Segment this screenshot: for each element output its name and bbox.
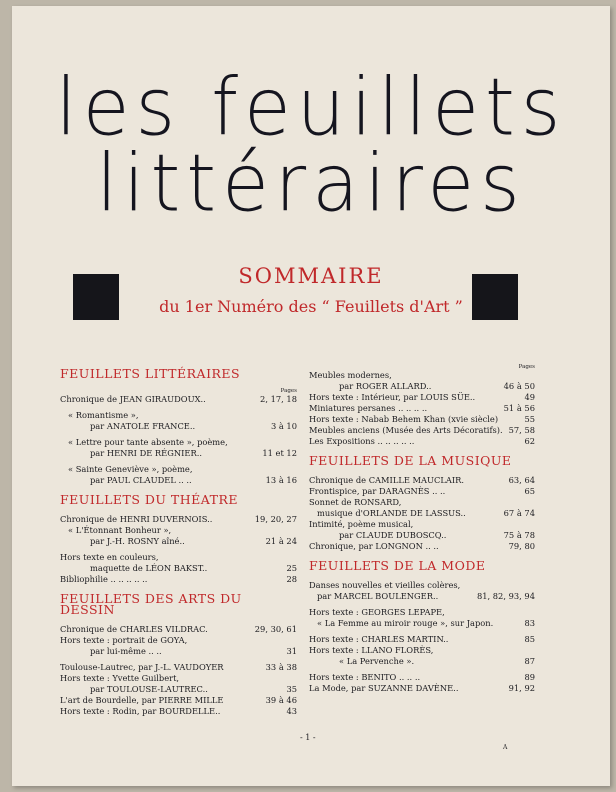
toc-entry: musique d'ORLANDE DE LASSUS.. 67 à 74 [317, 508, 535, 518]
section-heading: FEUILLETS DU THÉATRE [60, 492, 238, 507]
toc-entry: par ANATOLE FRANCE.. 3 à 10 [90, 421, 297, 431]
pages-header: Pages [280, 388, 297, 394]
toc-entry: par HENRI DE RÉGNIER.. 11 et 12 [90, 448, 297, 458]
toc-entry: par MARCEL BOULENGER.. 81, 82, 93, 94 [317, 591, 535, 601]
sommaire-subtitle: du 1er Numéro des “ Feuillets d'Art ” [159, 297, 463, 316]
toc-entry-title: « Lettre pour tante absente », poème, [68, 437, 228, 447]
toc-entry: Hors texte : Nabab Behem Khan (xvie siècle) 55 [309, 414, 535, 424]
toc-entry: La Mode, par SUZANNE DAVÈNE.. 91, 92 [309, 683, 535, 693]
toc-entry-title: Hors texte : LLANO FLORÈS, [309, 645, 434, 655]
toc-right-column [309, 364, 535, 694]
toc-entry: Les Expositions .. .. .. .. .. 62 [309, 436, 535, 446]
toc-entry-title: Hors texte : portrait de GOYA, [60, 635, 188, 645]
toc-entry: « La Pervenche ». 87 [339, 656, 535, 666]
page-number: - 1 - [300, 733, 316, 742]
section-heading: FEUILLETS LITTÉRAIRES [60, 366, 241, 381]
toc-entry: Hors texte : Rodin, par BOURDELLE.. 43 [60, 706, 297, 716]
toc-entry-title: « L'Étonnant Bonheur », [68, 525, 172, 535]
signature-mark: A [503, 744, 508, 751]
title-line-2: littéraires [96, 135, 526, 230]
toc-entry-title: Intimité, poème musical, [309, 519, 414, 529]
toc-entry: Hors texte : BENITO .. .. .. 89 [309, 672, 535, 682]
toc-entry-title: Sonnet de RONSARD, [309, 497, 402, 507]
toc-entry-title: Danses nouvelles et vieilles colères, [309, 580, 461, 590]
toc-entry-title: Meubles modernes, [309, 370, 392, 380]
pages-header: Pages [518, 364, 535, 370]
toc-entry-title: « Romantisme », [68, 410, 139, 420]
toc-entry: par CLAUDE DUBOSCQ.. 75 à 78 [339, 530, 535, 540]
toc-entry-title: « Sainte Geneviève », poème, [68, 464, 193, 474]
toc-entry: maquette de LÉON BAKST.. 25 [90, 563, 297, 573]
section-heading: FEUILLETS DE LA MODE [309, 558, 486, 573]
toc-entry: Hors texte : Intérieur, par LOUIS SÜE.. 49 [309, 392, 535, 402]
toc-entry: par lui-même .. .. 31 [90, 646, 297, 656]
toc-left-column [60, 364, 297, 717]
toc-entry: par J.-H. ROSNY aîné.. 21 à 24 [90, 536, 297, 546]
toc-entry: Chronique de HENRI DUVERNOIS.. 19, 20, 27 [60, 514, 297, 524]
title-line-1: les feuillets [55, 59, 567, 154]
toc-entry: Chronique de CAMILLE MAUCLAIR. 63, 64 [309, 475, 535, 485]
toc-entry: Frontispice, par DARAGNÈS .. .. 65 [309, 486, 535, 496]
toc-entry: Chronique de CHARLES VILDRAC. 29, 30, 61 [60, 624, 297, 634]
toc-entry-title: Hors texte : Yvette Guilbert, [60, 673, 180, 683]
toc-entry: Toulouse-Lautrec, par J.-L. VAUDOYER 33 à 38 [60, 662, 297, 672]
toc-entry: Chronique de JEAN GIRAUDOUX.. 2, 17, 18 [60, 394, 297, 404]
toc-entry: par PAUL CLAUDEL .. .. 13 à 16 [90, 475, 297, 485]
catalog-page [12, 6, 610, 786]
toc-entry: par ROGER ALLARD.. 46 à 50 [339, 381, 535, 391]
toc-entry: Meubles anciens (Musée des Arts Décoratifs). 57, 58 [309, 425, 535, 435]
toc-entry: Miniatures persanes .. .. .. .. 51 à 56 [309, 403, 535, 413]
toc-entry: Hors texte : CHARLES MARTIN.. 85 [309, 634, 535, 644]
toc-entry-title: Hors texte : GEORGES LEPAPE, [309, 607, 445, 617]
toc-entry: Chronique, par LONGNON .. .. 79, 80 [309, 541, 535, 551]
toc-entry: « La Femme au miroir rouge », sur Japon. 83 [317, 618, 535, 628]
toc-entry-title: Hors texte en couleurs, [60, 552, 159, 562]
sommaire-heading: SOMMAIRE [238, 264, 384, 288]
toc-entry: par TOULOUSE-LAUTREC.. 35 [90, 684, 297, 694]
toc-entry: L'art de Bourdelle, par PIERRE MILLE 39 à 46 [60, 695, 297, 705]
section-heading: FEUILLETS DE LA MUSIQUE [309, 453, 512, 468]
toc-entry: Bibliophilie .. .. .. .. .. 28 [60, 574, 297, 584]
section-heading: FEUILLETS DES ARTS DU DESSIN [60, 591, 242, 617]
